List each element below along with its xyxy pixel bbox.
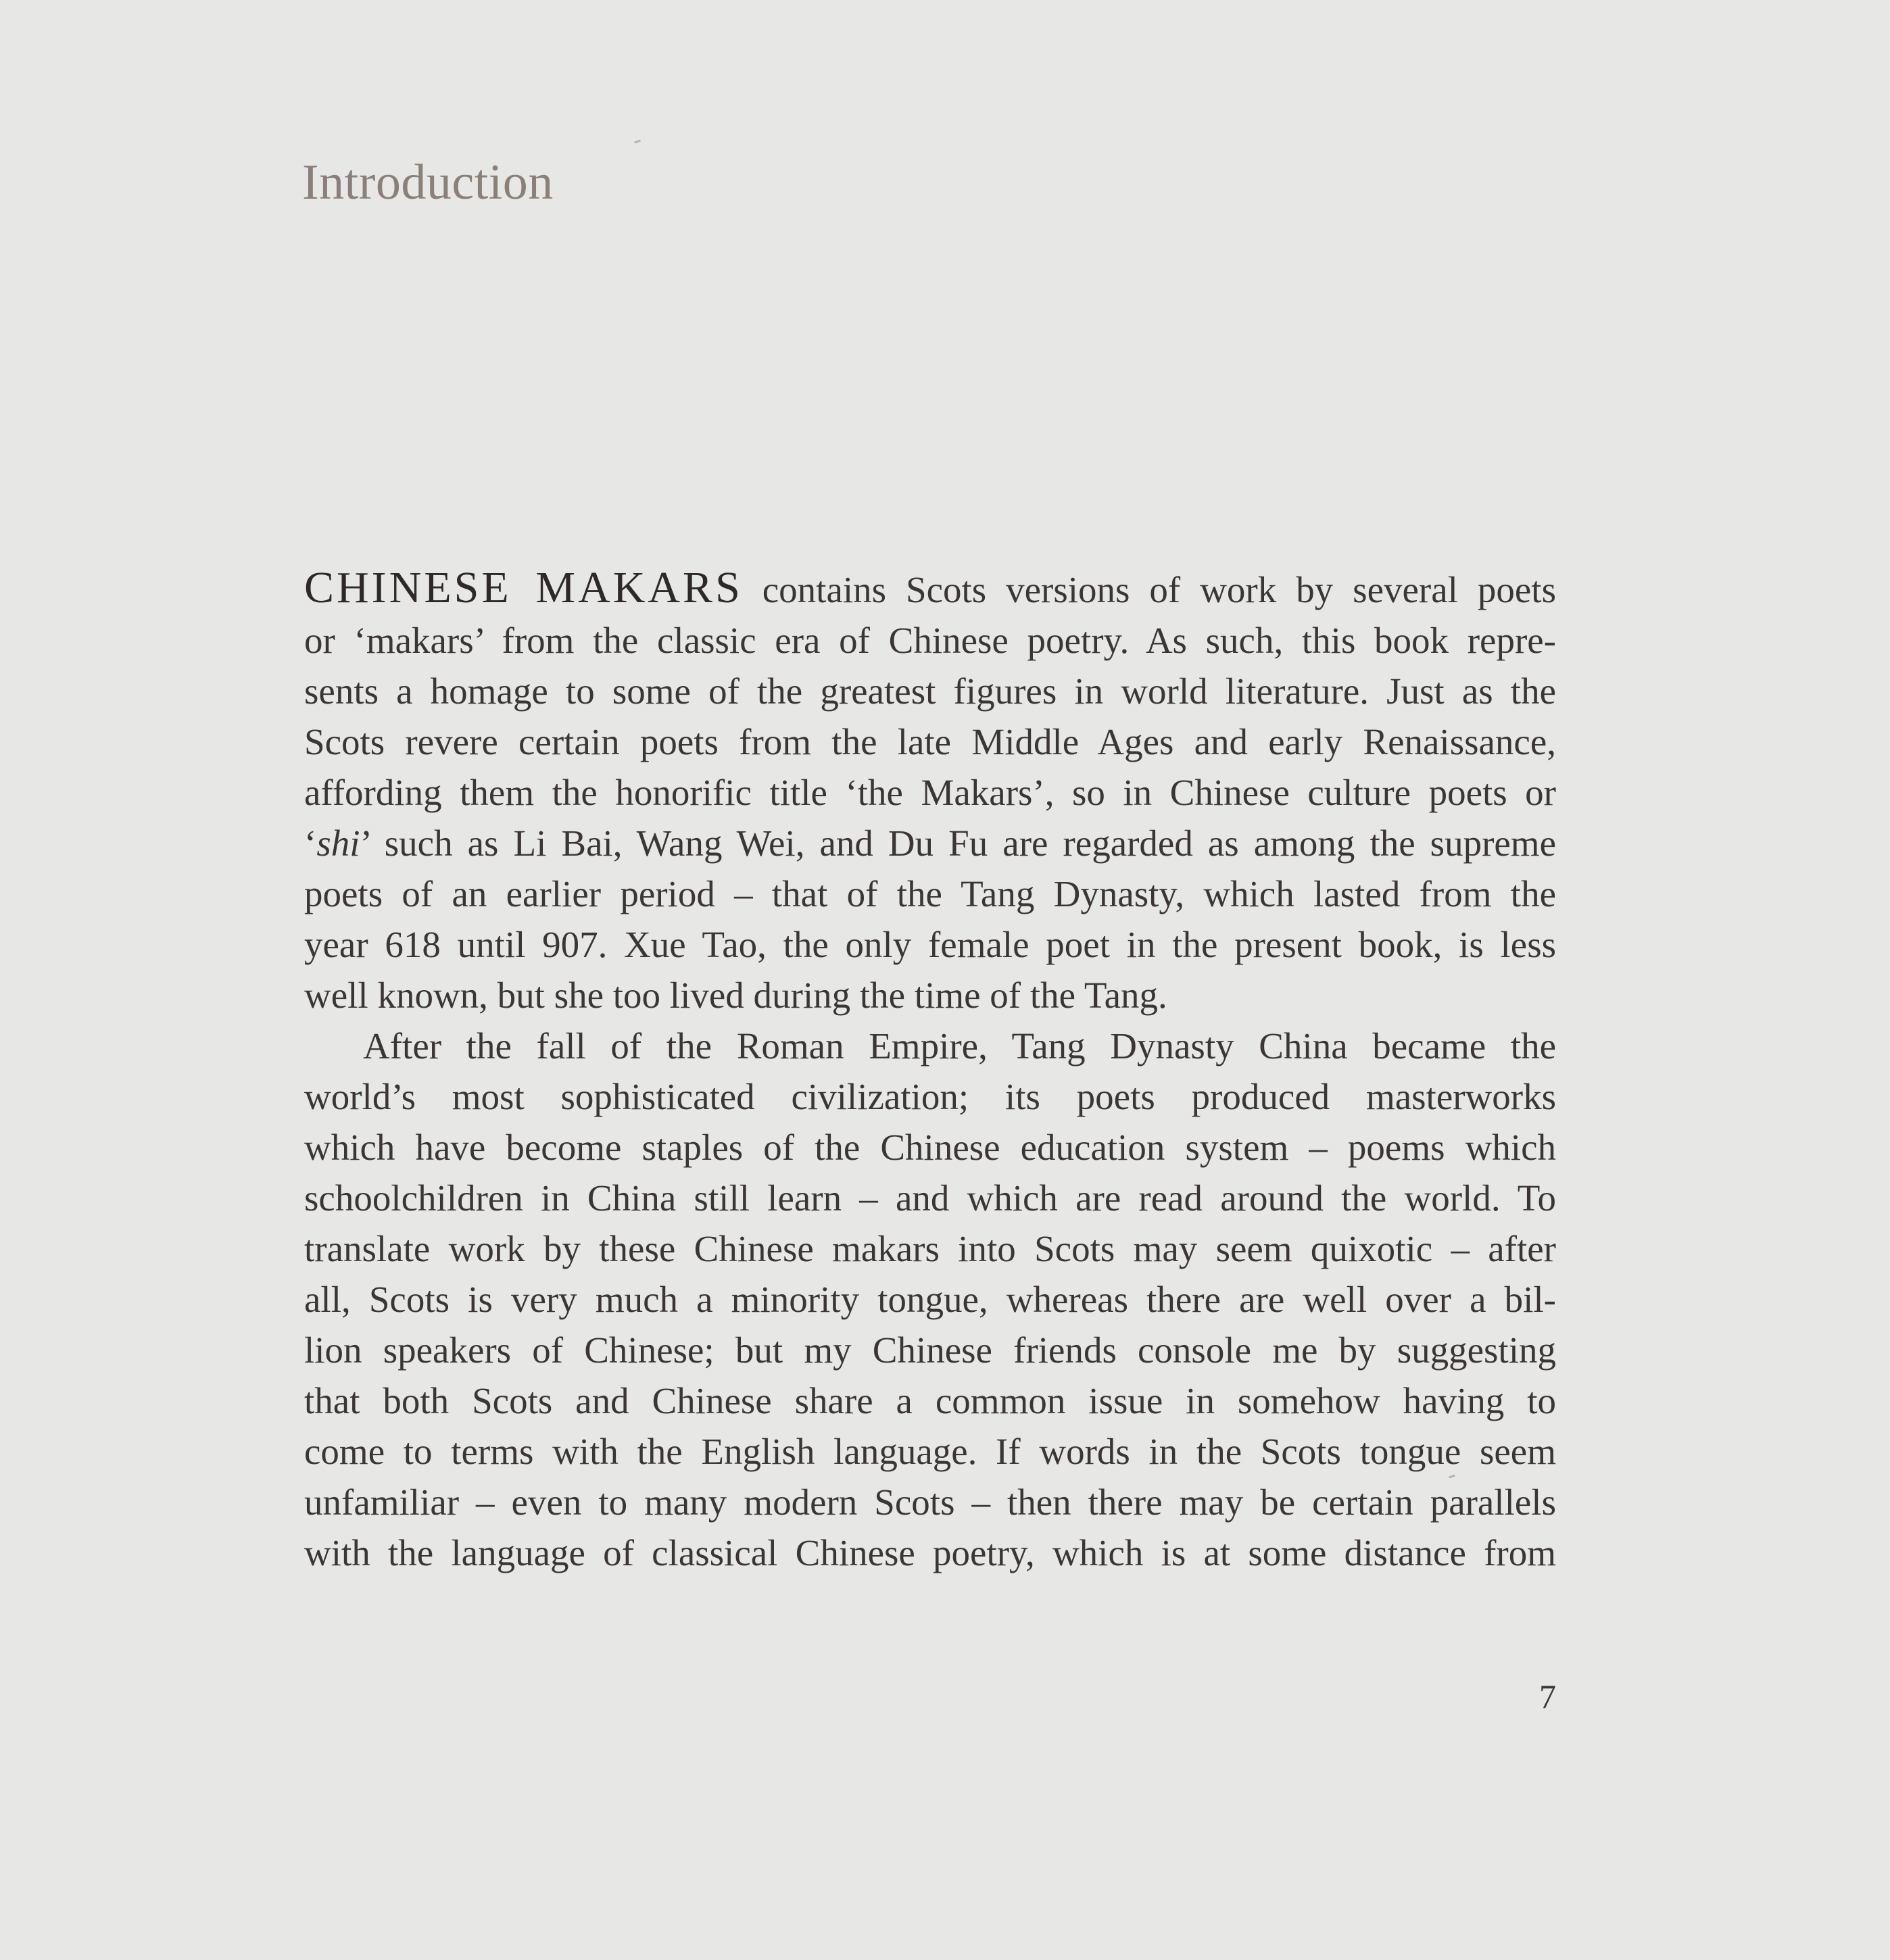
italic-word: shi xyxy=(316,823,360,864)
book-title-smallcaps: CHINESE MAKARS xyxy=(304,563,743,612)
text-line: lion speakers of Chinese; but my Chinese friends console me by suggesting xyxy=(304,1329,1556,1371)
page-number: 7 xyxy=(1539,1677,1556,1715)
text-line: unfamiliar – even to many modern Scots – then there may be certain parallels xyxy=(304,1481,1556,1523)
text-line: Scots revere certain poets from the late Middle Ages and early Renaissance, xyxy=(304,721,1556,762)
text-line: poets of an earlier period – that of the Tang Dynasty, which lasted from the xyxy=(304,873,1556,914)
text-line: year 618 until 907. Xue Tao, the only female poet in the present book, is less xyxy=(304,924,1556,965)
text-line: or ‘makars’ from the classic era of Chinese poetry. As such, this book repre- xyxy=(304,620,1556,661)
text-run: ‘ xyxy=(304,823,317,864)
text-line: affording them the honorific title ‘the Makars’, so in Chinese culture poets or xyxy=(304,772,1556,813)
text-line: schoolchildren in China still learn – and which are read around the world. To xyxy=(304,1177,1556,1219)
text-line: all, Scots is very much a minority tongue, whereas there are well over a bil- xyxy=(304,1279,1556,1320)
text-run: contains Scots versions of work by several poets xyxy=(742,569,1556,610)
text-line xyxy=(304,818,1556,868)
text-line: After the fall of the Roman Empire, Tang Dynasty China became the xyxy=(363,1025,1556,1067)
text-line: translate work by these Chinese makars into Scots may seem quixotic – after xyxy=(304,1228,1556,1269)
text-line: that both Scots and Chinese share a common issue in somehow having to xyxy=(304,1380,1556,1421)
page-title: Introduction xyxy=(302,155,554,210)
paper-speck xyxy=(634,139,641,143)
text-line: sents a homage to some of the greatest figures in world literature. Just as the xyxy=(304,670,1556,712)
text-line: world’s most sophisticated civilization; its poets produced masterworks xyxy=(304,1076,1556,1117)
text-line: which have become staples of the Chinese education system – poems which xyxy=(304,1127,1556,1168)
text-run: ’ such as Li Bai, Wang Wei, and Du Fu are regarded as among the supreme xyxy=(360,823,1556,864)
text-line: come to terms with the English language. If words in the Scots tongue seem xyxy=(304,1431,1556,1472)
text-line xyxy=(304,562,1556,615)
text-line: well known, but she too lived during the time of the Tang. xyxy=(304,975,1167,1016)
text-line: with the language of classical Chinese poetry, which is at some distance from xyxy=(304,1532,1556,1573)
body-text xyxy=(304,562,1556,1578)
